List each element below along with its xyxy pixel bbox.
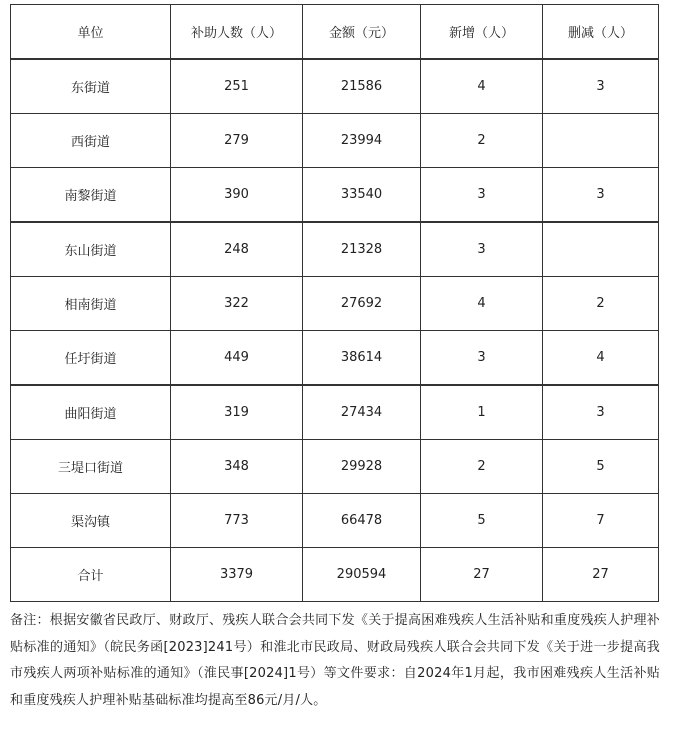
cell-unit: 渠沟镇 <box>11 494 171 548</box>
table-row <box>11 277 659 331</box>
cell-added: 27 <box>421 548 543 602</box>
cell-added: 2 <box>421 114 543 168</box>
cell-removed: 7 <box>543 494 659 548</box>
cell-added: 3 <box>421 222 543 277</box>
cell-amount: 21586 <box>303 59 421 114</box>
cell-unit: 东街道 <box>11 59 171 114</box>
cell-people: 251 <box>171 59 303 114</box>
cell-removed: 3 <box>543 385 659 440</box>
cell-removed: 2 <box>543 277 659 331</box>
cell-removed: 3 <box>543 59 659 114</box>
cell-amount: 290594 <box>303 548 421 602</box>
cell-removed: 5 <box>543 440 659 494</box>
cell-people: 449 <box>171 331 303 386</box>
table-row <box>11 494 659 548</box>
table-row <box>11 168 659 223</box>
cell-added: 2 <box>421 440 543 494</box>
cell-unit: 西街道 <box>11 114 171 168</box>
cell-people: 319 <box>171 385 303 440</box>
cell-people: 248 <box>171 222 303 277</box>
cell-added: 1 <box>421 385 543 440</box>
cell-amount: 29928 <box>303 440 421 494</box>
cell-removed <box>543 114 659 168</box>
table-row <box>11 59 659 114</box>
cell-people: 773 <box>171 494 303 548</box>
cell-unit: 任圩街道 <box>11 331 171 386</box>
cell-people: 348 <box>171 440 303 494</box>
header-people: 补助人数（人） <box>171 5 303 60</box>
cell-unit: 合计 <box>11 548 171 602</box>
table-row <box>11 385 659 440</box>
cell-removed <box>543 222 659 277</box>
cell-amount: 27434 <box>303 385 421 440</box>
cell-unit: 三堤口街道 <box>11 440 171 494</box>
cell-amount: 33540 <box>303 168 421 223</box>
cell-amount: 27692 <box>303 277 421 331</box>
cell-removed: 4 <box>543 331 659 386</box>
cell-amount: 38614 <box>303 331 421 386</box>
cell-added: 4 <box>421 277 543 331</box>
cell-removed: 27 <box>543 548 659 602</box>
table-row <box>11 222 659 277</box>
header-amount: 金额（元） <box>303 5 421 60</box>
table-total-row <box>11 548 659 602</box>
header-removed: 删减（人） <box>543 5 659 60</box>
cell-unit: 相南街道 <box>11 277 171 331</box>
cell-amount: 21328 <box>303 222 421 277</box>
cell-amount: 23994 <box>303 114 421 168</box>
cell-people: 279 <box>171 114 303 168</box>
table-header-row <box>11 5 659 60</box>
cell-removed: 3 <box>543 168 659 223</box>
cell-added: 3 <box>421 331 543 386</box>
cell-unit: 东山街道 <box>11 222 171 277</box>
cell-unit: 南黎街道 <box>11 168 171 223</box>
table-row <box>11 114 659 168</box>
header-added: 新增（人） <box>421 5 543 60</box>
table-row <box>11 440 659 494</box>
cell-people: 322 <box>171 277 303 331</box>
subsidy-table <box>10 4 659 602</box>
cell-added: 3 <box>421 168 543 223</box>
cell-people: 3379 <box>171 548 303 602</box>
cell-added: 5 <box>421 494 543 548</box>
cell-amount: 66478 <box>303 494 421 548</box>
cell-added: 4 <box>421 59 543 114</box>
table-row <box>11 331 659 386</box>
footnote-remark: 备注：根据安徽省民政厅、财政厅、残疾人联合会共同下发《关于提高困难残疾人生活补贴和重度残疾人护理补贴标准的通知》（皖民务函[2023]241号）和淮北市民政局、财政局残疾人联合会共同下发《关于进一步提高我市残疾人两项补贴标准的通知》（淮民事[2024]1号）等文件要求：自2024年1月起，我市困难残疾人生活补贴和重度残疾人护理补贴基础标准均提高至86元/月/人。 <box>10 613 660 708</box>
cell-unit: 曲阳街道 <box>11 385 171 440</box>
cell-people: 390 <box>171 168 303 223</box>
header-unit: 单位 <box>11 5 171 60</box>
